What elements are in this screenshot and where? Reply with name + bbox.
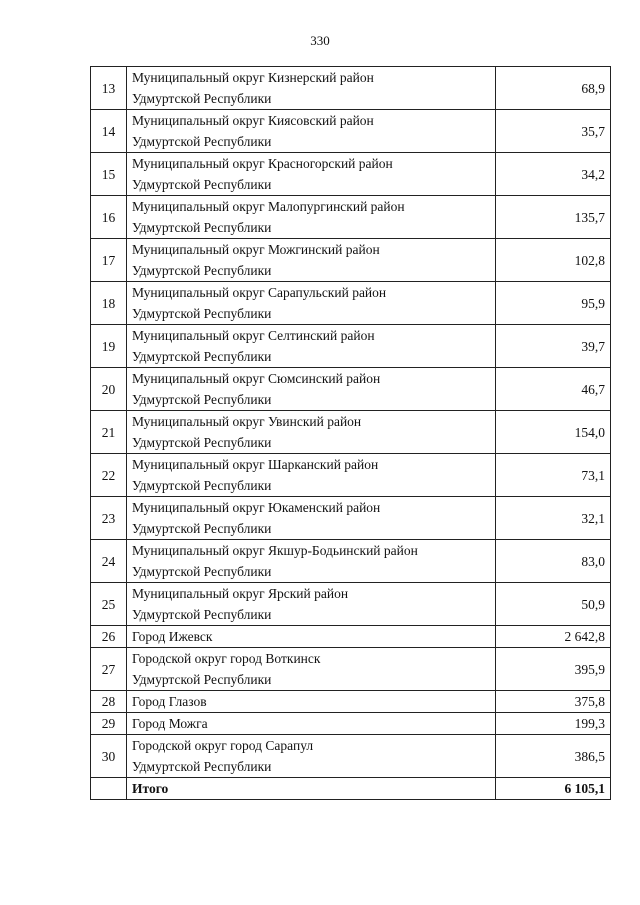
municipality-name-line: Муниципальный округ Сарапульский район <box>132 285 387 300</box>
row-number: 16 <box>91 196 127 239</box>
municipality-name-line: Муниципальный округ Якшур-Бодьинский район <box>132 543 418 558</box>
table-row <box>91 735 611 778</box>
total-label: Итого <box>127 778 496 800</box>
row-number: 19 <box>91 325 127 368</box>
table-row <box>91 713 611 735</box>
total-row <box>91 778 611 800</box>
municipality-name <box>127 282 496 325</box>
municipality-name <box>127 713 496 735</box>
municipality-name <box>127 196 496 239</box>
municipality-name <box>127 110 496 153</box>
total-number <box>91 778 127 800</box>
table-row <box>91 497 611 540</box>
row-value: 39,7 <box>496 325 611 368</box>
row-value: 199,3 <box>496 713 611 735</box>
table-row <box>91 67 611 110</box>
municipality-name-line: Муниципальный округ Юкаменский район <box>132 500 381 515</box>
municipality-name <box>127 540 496 583</box>
row-value: 73,1 <box>496 454 611 497</box>
table-row <box>91 196 611 239</box>
municipality-name-line: Удмуртской Республики <box>132 435 272 450</box>
municipality-name <box>127 626 496 648</box>
table-row <box>91 411 611 454</box>
table-row <box>91 648 611 691</box>
row-number: 28 <box>91 691 127 713</box>
table-row <box>91 153 611 196</box>
municipality-name <box>127 691 496 713</box>
table-body <box>91 67 611 800</box>
municipality-name <box>127 648 496 691</box>
row-value: 154,0 <box>496 411 611 454</box>
row-value: 50,9 <box>496 583 611 626</box>
municipality-name-line: Удмуртской Республики <box>132 564 272 579</box>
row-value: 2 642,8 <box>496 626 611 648</box>
municipality-name-line: Удмуртской Республики <box>132 672 272 687</box>
row-number: 18 <box>91 282 127 325</box>
row-number: 26 <box>91 626 127 648</box>
municipality-name-line: Муниципальный округ Сюмсинский район <box>132 371 381 386</box>
municipality-name-line: Муниципальный округ Красногорский район <box>132 156 393 171</box>
municipality-name-line: Удмуртской Республики <box>132 134 272 149</box>
municipality-name-line: Городской округ город Сарапул <box>132 738 314 753</box>
municipality-name-line: Муниципальный округ Малопургинский район <box>132 199 405 214</box>
municipality-name-line: Муниципальный округ Киясовский район <box>132 113 374 128</box>
page-number: 330 <box>310 33 330 48</box>
row-value: 386,5 <box>496 735 611 778</box>
table-row <box>91 110 611 153</box>
row-number: 20 <box>91 368 127 411</box>
municipality-name <box>127 325 496 368</box>
row-value: 375,8 <box>496 691 611 713</box>
municipality-name-line: Удмуртской Республики <box>132 759 272 774</box>
row-number: 30 <box>91 735 127 778</box>
municipality-name-line: Городской округ город Воткинск <box>132 651 321 666</box>
municipality-name-line: Удмуртской Республики <box>132 220 272 235</box>
row-number: 17 <box>91 239 127 282</box>
row-number: 15 <box>91 153 127 196</box>
table-row <box>91 626 611 648</box>
municipality-name-line: Муниципальный округ Шарканский район <box>132 457 379 472</box>
municipality-name <box>127 497 496 540</box>
row-number: 14 <box>91 110 127 153</box>
municipality-name-line: Удмуртской Республики <box>132 349 272 364</box>
municipality-name <box>127 368 496 411</box>
municipality-name-line: Удмуртской Республики <box>132 392 272 407</box>
row-value: 35,7 <box>496 110 611 153</box>
table-row <box>91 282 611 325</box>
table-row <box>91 239 611 282</box>
municipality-name-line: Удмуртской Республики <box>132 263 272 278</box>
municipality-name-line: Муниципальный округ Можгинский район <box>132 242 380 257</box>
municipality-name-line: Город Глазов <box>132 694 207 709</box>
municipality-name-line: Муниципальный округ Увинский район <box>132 414 362 429</box>
municipality-name-line: Удмуртской Республики <box>132 177 272 192</box>
row-value: 68,9 <box>496 67 611 110</box>
municipality-name-line: Удмуртской Республики <box>132 306 272 321</box>
municipality-name <box>127 239 496 282</box>
row-value: 95,9 <box>496 282 611 325</box>
municipality-name-line: Удмуртской Республики <box>132 91 272 106</box>
table-row <box>91 540 611 583</box>
municipality-name <box>127 67 496 110</box>
table-row <box>91 368 611 411</box>
municipality-name-line: Удмуртской Республики <box>132 478 272 493</box>
municipality-name-line: Муниципальный округ Кизнерский район <box>132 70 374 85</box>
municipality-name <box>127 735 496 778</box>
total-value: 6 105,1 <box>496 778 611 800</box>
table-row <box>91 325 611 368</box>
row-number: 21 <box>91 411 127 454</box>
row-value: 135,7 <box>496 196 611 239</box>
table-row <box>91 454 611 497</box>
municipality-name-line: Муниципальный округ Ярский район <box>132 586 349 601</box>
row-value: 83,0 <box>496 540 611 583</box>
row-value: 46,7 <box>496 368 611 411</box>
row-number: 23 <box>91 497 127 540</box>
municipality-name-line: Город Ижевск <box>132 629 213 644</box>
municipality-name-line: Удмуртской Республики <box>132 521 272 536</box>
row-value: 32,1 <box>496 497 611 540</box>
municipality-name-line: Город Можга <box>132 716 208 731</box>
row-value: 34,2 <box>496 153 611 196</box>
municipality-name-line: Удмуртской Республики <box>132 607 272 622</box>
row-number: 25 <box>91 583 127 626</box>
municipality-name <box>127 454 496 497</box>
municipality-name <box>127 153 496 196</box>
row-number: 29 <box>91 713 127 735</box>
municipality-name <box>127 411 496 454</box>
row-number: 13 <box>91 67 127 110</box>
municipality-name-line: Муниципальный округ Селтинский район <box>132 328 375 343</box>
row-value: 102,8 <box>496 239 611 282</box>
municipality-name <box>127 583 496 626</box>
row-value: 395,9 <box>496 648 611 691</box>
row-number: 27 <box>91 648 127 691</box>
row-number: 22 <box>91 454 127 497</box>
table-row <box>91 583 611 626</box>
data-table <box>90 66 611 800</box>
row-number: 24 <box>91 540 127 583</box>
table-row <box>91 691 611 713</box>
